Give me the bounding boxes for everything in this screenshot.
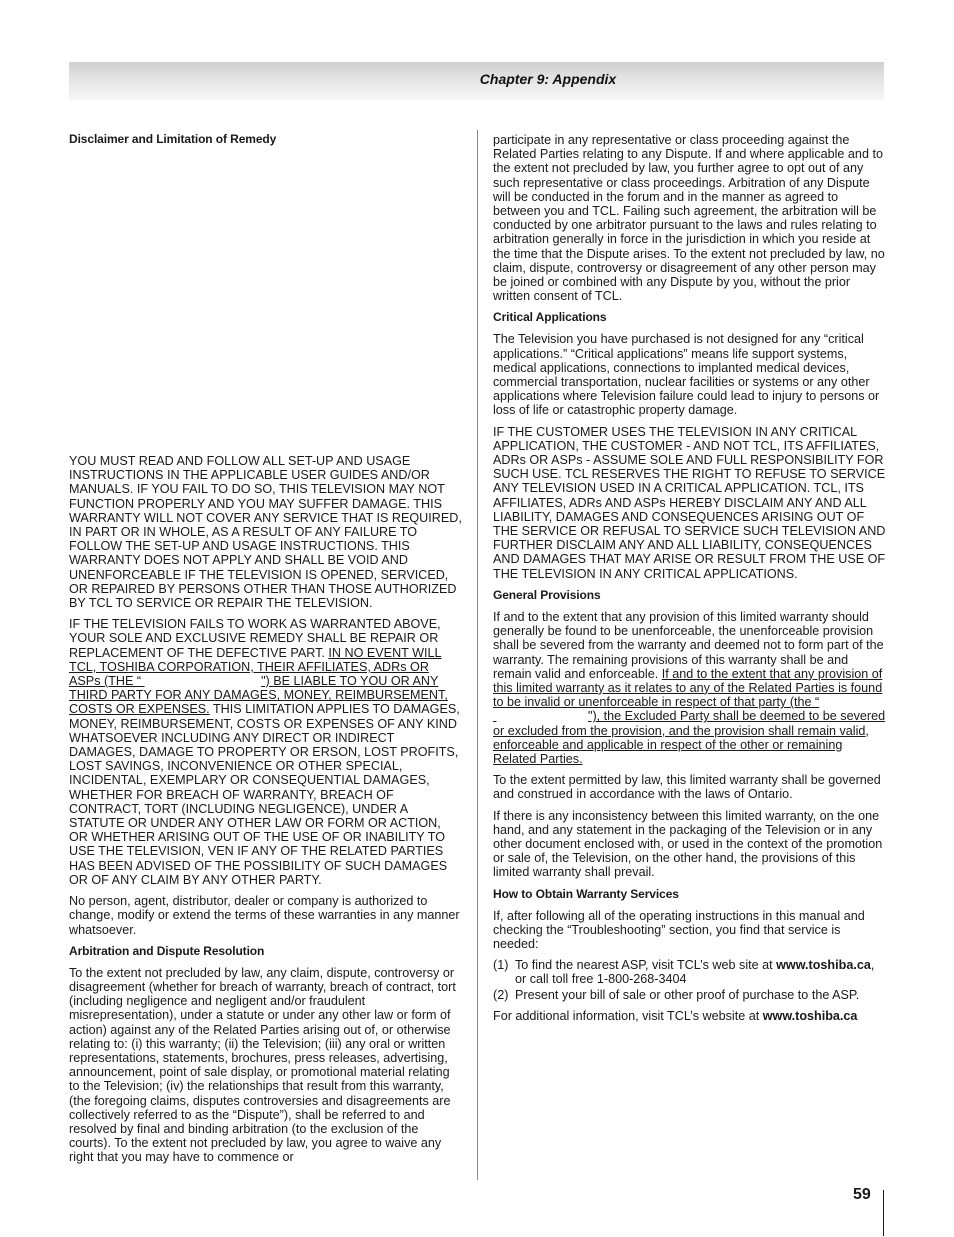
- general-text: If and to the extent that any provision of this limited warranty should generally be found to be unenforceable, the unenforceable provision shall be severed from the warranty and deemed not to form part of the warranty. The remaining provisions of this warranty shall be and remain valid and enforceable.: [493, 609, 884, 681]
- blank-defined-term: [141, 674, 261, 688]
- step-text: [515, 958, 887, 986]
- obtain-heading: How to Obtain Warranty Services: [493, 886, 679, 901]
- website-link[interactable]: www.toshiba.ca: [762, 1008, 858, 1023]
- arbitration-heading: Arbitration and Dispute Resolution: [69, 943, 265, 958]
- blank-defined-term: [493, 709, 588, 723]
- right-column: [493, 133, 887, 1030]
- disclaimer-heading: Disclaimer and Limitation of Remedy: [69, 132, 277, 146]
- left-column: [69, 132, 463, 1172]
- step-number: (2): [493, 987, 509, 1002]
- step-text: Present your bill of sale or other proof of purchase to the ASP.: [515, 987, 860, 1002]
- no-person-paragraph: No person, agent, distributor, dealer or company is authorized to change, modify or extend the terms of these warranties in any manner whatsoever.: [69, 894, 460, 937]
- step-text-pre: To find the nearest ASP, visit TCL’s web site at: [515, 958, 777, 973]
- general-underline-2: "), the Excluded Party shall be deemed to be severed or excluded from the provision, and the provision shall remain valid, enforceable and applicable in respect of the other or remaining Related Parties.: [493, 709, 886, 766]
- must-read-paragraph: YOU MUST READ AND FOLLOW ALL SET-UP AND USAGE INSTRUCTIONS IN THE APPLICABLE USER GUIDES AND/OR MANUALS. IF YOU FAIL TO DO SO, THIS TELEVISION MAY NOT FUNCTION PROPERLY AND YOU MAY SUFFER DAMAGE. THIS WARRANTY WILL NOT COVER ANY SERVICE THAT IS REQUIRED, IN PART OR IN WHOLE, AS A RESULT OF ANY FAILURE TO FOLLOW THE SET-UP AND USAGE INSTRUCTIONS. THIS WARRANTY DOES NOT APPLY AND SHALL BE VOID AND UNENFORCEABLE IF THE TELEVISION IS OPENED, SERVICED, OR REPAIRED BY PERSONS OTHER THAN THOSE AUTHORIZED BY TCL TO SERVICE OR REPAIR THE TELEVISION.: [69, 454, 462, 611]
- remedy-rest: THIS LIMITATION APPLIES TO DAMAGES, MONEY, REIMBURSEMENT, COSTS OR EXPENSES OF ANY KIND WHATSOEVER INCLUDING ANY DIRECT OR INDIRECT DAMAGES, DAMAGE TO PROPERTY OR ERSON, LOST PROFITS, LOST SAVINGS, INCONVENIENCE OR OTHER SPECIAL, INCIDENTAL, EXEMPLARY OR CONSEQUENTIAL DAMAGES, WHETHER FOR BREACH OF WARRANTY, BREACH OF CONTRACT, TORT (INCLUDING NEGLIGENCE), UNDER A STATUTE OR UNDER ANY OTHER LAW OR FORM OR ACTION, OR WHETHER ARISING OUT OF THE USE OF OR INABILITY TO USE THE TELEVISION, VEN IF ANY OF THE RELATED PARTIES HAS BEEN ADVISED OF THE POSSIBILITY OF SUCH DAMAGES OR OF ANY CLAIM BY ANY OTHER PARTY.: [69, 702, 460, 887]
- page-number: 59: [853, 1186, 871, 1203]
- obtain-paragraph: If, after following all of the operating instructions in this manual and checking the “Troubleshooting” section, you find that service is needed:: [493, 908, 865, 951]
- step-number: (1): [493, 958, 509, 973]
- remedy-underline-2: ") BE LIABLE TO YOU OR ANY THIRD PARTY FOR ANY DAMAGES, MONEY, REIMBURSEMENT, COSTS OR EXPENSES.: [69, 674, 448, 717]
- list-item: [493, 988, 887, 1002]
- blank-area: [69, 154, 463, 454]
- arbitration-paragraph: To the extent not precluded by law, any claim, dispute, controversy or disagreement (whether for breach of warranty, breach of contract, tort (including negligence and negligent and/or fraudulent misrepresentation), under a statute or under any other law or form of action) against any of the Related Parties arising out of, or otherwise relating to: (i) this warranty; (ii) the Television; (iii) any oral or written representations, statements, brochures, press releases, advertising, announcement, point of sale display, or promotional material relating to the Television; (iv) the relationships that result from this warranty, (the foregoing claims, disputes controversies and disagreements are collectively referred to as the “Dispute”), shall be referred to and resolved by final and binding arbitration (to the exclusion of the courts). To the extent not precluded by law, you agree to waive any right that you may have to commence or: [69, 965, 456, 1165]
- remedy-paragraph: [69, 617, 463, 887]
- website-link[interactable]: www.toshiba.ca: [776, 958, 871, 973]
- step-text-post: , or call toll free 1-800-268-3404: [515, 958, 875, 987]
- critical-paragraph: The Television you have purchased is not designed for any “critical applications.” “Critical applications” means life support systems, medical applications, connections to implanted medical devices, commercial transportation, nuclear facilities or systems or any other applications where Television failure could lead to injury to persons or loss of life or catastrophic property damage.: [493, 332, 880, 418]
- remedy-intro: IF THE TELEVISION FAILS TO WORK AS WARRANTED ABOVE, YOUR SOLE AND EXCLUSIVE REMEDY SHALL BE REPAIR OR REPLACEMENT OF THE DEFECTIVE PART.: [69, 617, 441, 660]
- arbitration-continued: participate in any representative or class proceeding against the Related Parties relating to any Dispute. If and where applicable and to the extent not precluded by law, you further agree to opt out of any such representative or class proceedings. Arbitration of any Dispute will be conducted in the forum and in the manner as agreed to between you and TCL. Failing such agreement, the arbitration will be conducted by one arbitrator pursuant to the laws and rules relating to arbitration generally in force in the jurisdiction in which you reside at the time that the Dispute arises. To the extent not precluded by law, no claim, dispute, controversy or disagreement of any other person may be joined or combined with any Dispute by you, without the prior written consent of TCL.: [493, 133, 885, 304]
- list-item: [493, 958, 887, 986]
- additional-info-text: For additional information, visit TCL’s website at: [493, 1008, 763, 1023]
- remedy-underline-1: IN NO EVENT WILL TCL, TOSHIBA CORPORATION, THEIR AFFILIATES, ADRs OR ASPs (THE “: [69, 645, 442, 689]
- steps-list: [493, 958, 887, 1002]
- additional-info-paragraph: [493, 1009, 887, 1023]
- critical-heading: Critical Applications: [493, 310, 607, 325]
- chapter-header-bar: [69, 62, 884, 100]
- general-underline-1: If and to the extent that any provision of this limited warranty as it relates to any of the Related Parties is found to be invalid or unenforceable in respect of that party (the “: [493, 666, 883, 710]
- general-paragraph: [493, 610, 887, 766]
- general-heading: General Provisions: [493, 587, 601, 602]
- column-divider: [477, 130, 478, 1180]
- chapter-title: Chapter 9: Appendix: [479, 71, 617, 87]
- critical-caps-paragraph: IF THE CUSTOMER USES THE TELEVISION IN ANY CRITICAL APPLICATION, THE CUSTOMER - AND NOT TCL, ITS AFFILIATES, ADRs OR ASPs - ASSUME SOLE AND FULL RESPONSIBILITY FOR SUCH USE. TCL RESERVES THE RIGHT TO REFUSE TO SERVICE ANY TELEVISION USED IN A CRITICAL APPLICATION. TCL, ITS AFFILIATES, ADRs AND ASPs HEREBY DISCLAIM ANY AND ALL LIABILITY, DAMAGES AND CONSEQUENCES ARISING OUT OF THE SERVICE OR REFUSAL TO SERVICE SUCH TELEVISION AND FURTHER DISCLAIM ANY AND ALL LIABILITY, CONSEQUENCES AND DAMAGES THAT MAY ARISE OR RESULT FROM THE USE OF THE TELEVISION IN ANY CRITICAL APPLICATIONS.: [493, 424, 886, 581]
- inconsistency-paragraph: If there is any inconsistency between this limited warranty, on the one hand, and any statement in the packaging of the Television or in any other document enclosed with, or used in the context of the promotion or sale of, the Television, on the other hand, the provisions of this limited warranty shall prevail.: [493, 808, 883, 880]
- page-number-rule: [883, 1190, 884, 1236]
- governed-paragraph: To the extent permitted by law, this limited warranty shall be governed and construed in accordance with the laws of Ontario.: [493, 773, 881, 802]
